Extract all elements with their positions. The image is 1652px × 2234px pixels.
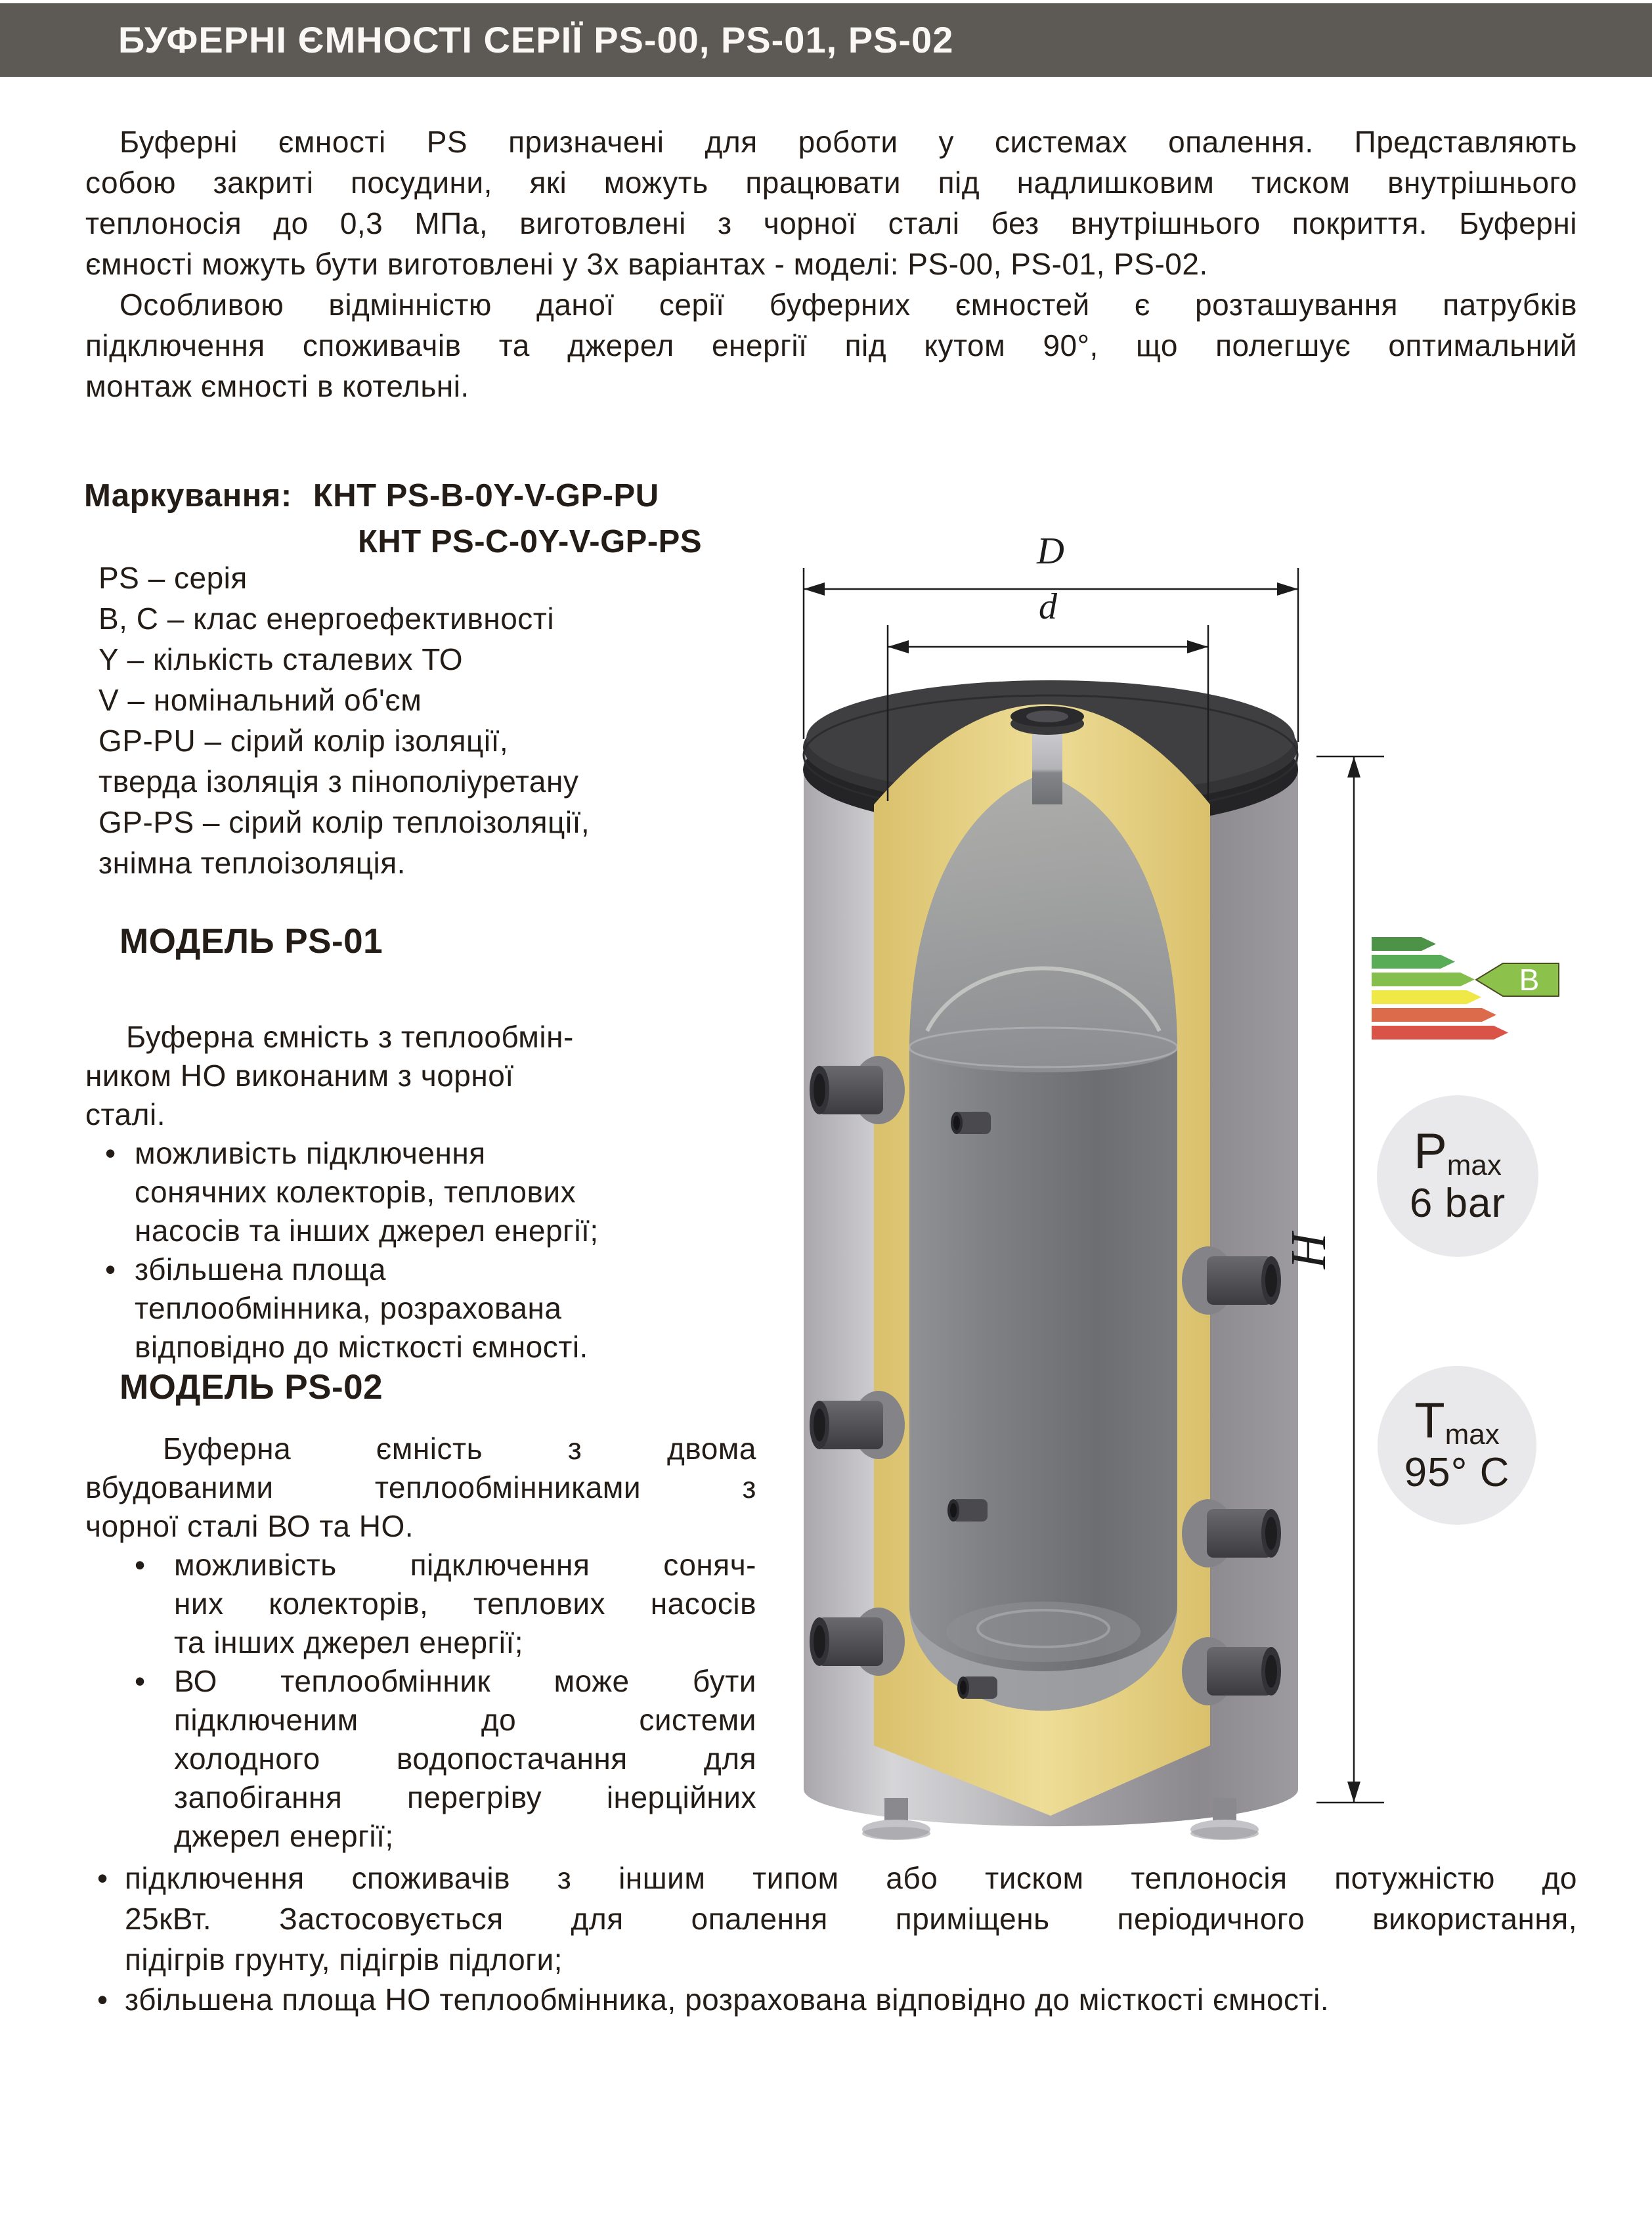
bullet-marker: •	[135, 1664, 146, 1698]
ps02-bullet-2	[174, 1662, 756, 1856]
ps02-bullet-1	[174, 1546, 756, 1662]
marking-code-2: КНТ PS-C-0Y-V-GP-PS	[358, 524, 703, 559]
energy-class-letter: B	[1519, 963, 1540, 997]
bullet-marker: •	[97, 1982, 108, 2017]
text-line: монтаж ємності в котельні.	[85, 369, 469, 403]
tmax-label	[1414, 1393, 1500, 1451]
marking-code-1: КНТ PS-B-0Y-V-GP-PU	[313, 478, 659, 514]
bottom-bullet-2	[125, 1979, 1577, 2020]
bottom-bullet-1	[125, 1858, 1577, 1980]
section-heading-ps02: МОДЕЛЬ PS-02	[120, 1368, 383, 1407]
pmax-value: 6 bar	[1409, 1181, 1506, 1226]
text-line: можливість підключення соняч-	[174, 1548, 756, 1582]
energy-bar-1	[1372, 937, 1436, 951]
text-line: Буферна ємність з теплообмін-	[126, 1020, 574, 1054]
text-line: збільшена площа НО теплообмінника, розрахована відповідно до місткості ємності.	[125, 1982, 1330, 2017]
nozzle	[810, 1391, 905, 1459]
legend-line: Y – кількість сталевих ТО	[98, 642, 464, 676]
legend-line: V – номінальний об'єм	[98, 683, 422, 717]
text-line: Особливою відмінністю даної серії буферних ємностей є розташування патрубків	[120, 288, 1577, 322]
text-line: підключеним до системи	[174, 1703, 756, 1737]
text-line: собою закриті посудини, які можуть працювати під надлишковим тиском внутрішнього	[85, 165, 1577, 200]
text-line: вбудованими теплообмінниками з	[85, 1470, 756, 1504]
pmax-label	[1414, 1124, 1502, 1181]
bullet-marker: •	[97, 1861, 108, 1895]
ps01-bullet-1	[135, 1134, 765, 1250]
section-heading-ps01: МОДЕЛЬ PS-01	[120, 922, 383, 961]
energy-bar-2	[1372, 955, 1455, 969]
text-line: підключення споживачів та джерел енергії під кутом 90°, що полегшує оптимальний	[85, 328, 1577, 362]
text-line: насосів та інших джерел енергії;	[135, 1214, 599, 1248]
legend-line: B, C – клас енергоефективності	[98, 602, 555, 636]
nozzle	[1182, 1637, 1281, 1705]
text-line: та інших джерел енергії;	[174, 1625, 524, 1659]
bullet-marker: •	[135, 1548, 146, 1582]
ps01-bullet-2	[135, 1250, 765, 1367]
marking-legend	[98, 558, 821, 883]
marking-label: Маркування:	[84, 478, 292, 514]
dim-label-H: H	[1281, 1233, 1336, 1269]
bullet-marker: •	[105, 1252, 116, 1286]
ps02-paragraph	[85, 1430, 756, 1546]
text-line: підключення споживачів з іншим типом або тиском теплоносія потужністю до	[125, 1861, 1577, 1895]
marking-line-1	[84, 474, 659, 517]
energy-bar-6	[1372, 1026, 1508, 1040]
text-line: ником НО виконаним з чорної	[85, 1059, 514, 1093]
text-line: 25кВт. Застосовується для опалення приміщень періодичного використання,	[125, 1902, 1577, 1936]
text-line: Буферна ємність з двома	[163, 1432, 756, 1466]
text-line: збільшена площа	[135, 1252, 386, 1286]
pmax-subscript: max	[1446, 1149, 1502, 1181]
text-line: холодного водопостачання для	[174, 1741, 756, 1776]
nozzle	[810, 1608, 905, 1676]
text-line: теплоносія до 0,3 МПа, виготовлені з чорної сталі без внутрішнього покриття. Буферні	[85, 206, 1577, 240]
legend-line: знімна теплоізоляція.	[98, 846, 406, 880]
inner-vessel	[909, 774, 1177, 1711]
ps01-paragraph	[85, 1018, 756, 1134]
intro-paragraph-2	[85, 284, 1577, 406]
nozzle	[1182, 1246, 1281, 1315]
text-line: сонячних колекторів, теплових	[135, 1175, 576, 1209]
text-line: сталі.	[85, 1097, 165, 1131]
intro-paragraph-1	[85, 121, 1577, 284]
text-line: ємності можуть бути виготовлені у 3х варіантах - моделі: PS-00, PS-01, PS-02.	[85, 247, 1208, 281]
page-title: БУФЕРНІ ЄМНОСТІ СЕРІЇ PS-00, PS-01, PS-02	[118, 19, 954, 60]
legend-line: GP-PU – сірий колір ізоляції,	[98, 724, 509, 758]
text-line: можливість підключення	[135, 1136, 486, 1170]
dim-label-d: d	[1039, 586, 1057, 627]
legend-line: GP-PS – сірий колір теплоізоляції,	[98, 805, 590, 839]
nozzle	[810, 1056, 905, 1124]
text-line: них колекторів, теплових насосів	[174, 1587, 756, 1621]
pmax-symbol: P	[1414, 1124, 1447, 1179]
tmax-badge	[1378, 1366, 1536, 1525]
bullet-marker: •	[105, 1136, 116, 1170]
text-line: запобігання перегріву інерційних	[174, 1780, 756, 1814]
text-line: підігрів грунту, підігрів підлоги;	[125, 1942, 563, 1977]
text-line: ВО теплообмінник може бути	[174, 1664, 756, 1698]
energy-bar-3	[1372, 973, 1475, 986]
tmax-value: 95° C	[1404, 1450, 1510, 1495]
text-line: теплообмінника, розрахована	[135, 1291, 562, 1325]
pmax-badge	[1377, 1095, 1538, 1257]
tank-illustration	[755, 512, 1385, 1865]
text-line: джерел енергії;	[174, 1819, 394, 1853]
tmax-subscript: max	[1445, 1418, 1500, 1451]
energy-class-badge	[1474, 961, 1561, 998]
nozzle	[1182, 1499, 1281, 1567]
legend-line: тверда ізоляція з пінополіуретану	[98, 764, 579, 799]
tmax-symbol: T	[1414, 1393, 1445, 1449]
dim-label-D: D	[1037, 529, 1064, 572]
legend-line: PS – серія	[98, 561, 248, 595]
header-bar	[0, 3, 1652, 77]
energy-bar-5	[1372, 1008, 1496, 1022]
energy-bar-4	[1372, 990, 1481, 1004]
text-line: чорної сталі ВО та НО.	[85, 1509, 414, 1543]
text-line: відповідно до місткості ємності.	[135, 1330, 588, 1364]
text-line: Буферні ємності PS призначені для роботи у системах опалення. Представляють	[120, 125, 1577, 159]
